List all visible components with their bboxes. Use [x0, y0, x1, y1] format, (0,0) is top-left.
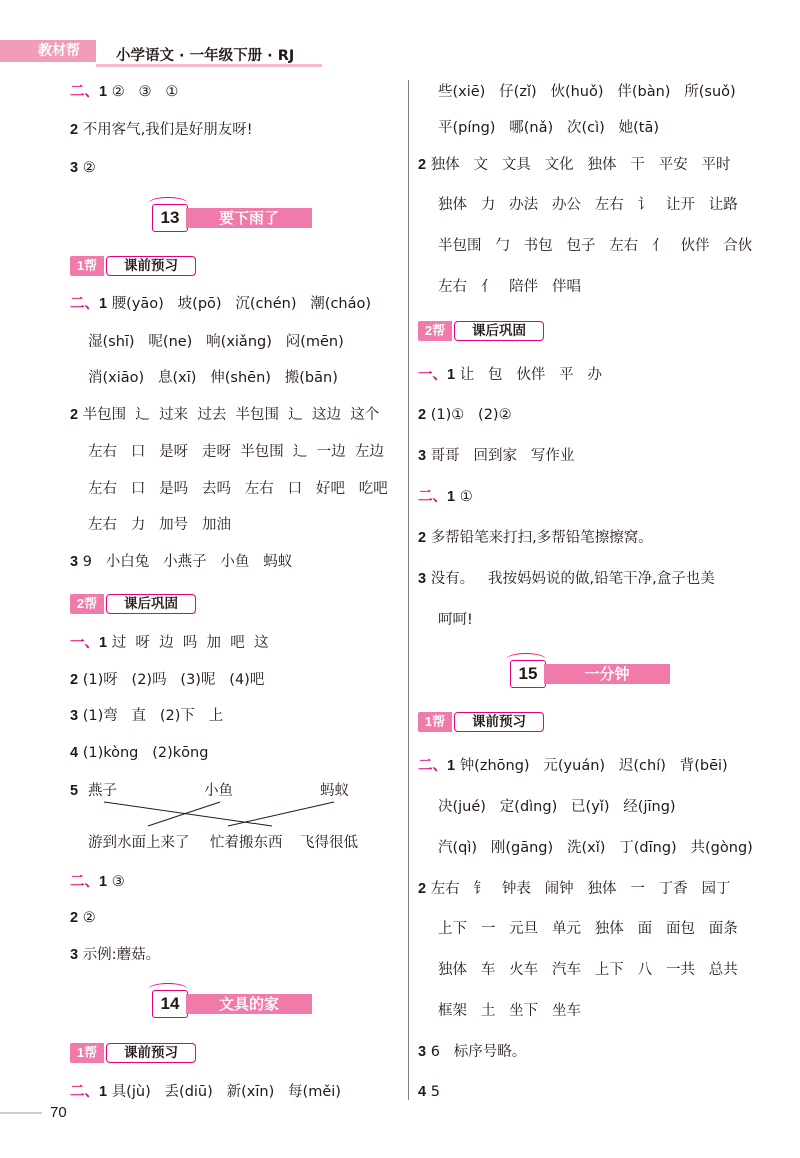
answer-line: 二、1 钟(zhōng) 元(yuán) 迟(chí) 背(bēi) [418, 758, 728, 774]
answer-line: 4 (1)kòng (2)kōng [70, 745, 209, 761]
answer-line: 3 9 小白兔 小燕子 小鱼 蚂蚁 [70, 554, 293, 570]
answer-line: 2 不用客气,我们是好朋友呀! [70, 122, 253, 138]
answer-line: 独体 车 火车 汽车 上下 八 一共 总共 [438, 962, 738, 978]
answer-line: 左右 口 是呀 走呀 半包围 ⻌ 一边 左边 [88, 444, 384, 460]
answer-line: 湿(shī) 呢(ne) 响(xiǎng) 闷(mēn) [88, 334, 344, 350]
answer-line: 5 [70, 783, 79, 799]
lesson-number: 13 [152, 204, 188, 232]
answer-line: 汽(qì) 刚(gāng) 洗(xǐ) 丁(dīng) 共(gòng) [438, 840, 753, 856]
answer-line: 2 (1)① (2)② [418, 407, 512, 423]
answer-line: 3 (1)弯 直 (2)下 上 [70, 708, 224, 724]
answer-line: 二、1 ② ③ ① [70, 84, 179, 100]
answer-line: 二、1 ① [418, 489, 473, 505]
answer-line: 框架 土 坐下 坐车 [438, 1003, 581, 1019]
answer-line: 2 独体 文 文具 文化 独体 干 平安 平时 [418, 157, 731, 173]
answer-line: 3 没有。 我按妈妈说的做,铅笔干净,盒子也美 [418, 571, 715, 587]
answer-line: 二、1 ③ [70, 874, 125, 890]
answer-line: 消(xiāo) 息(xī) 伸(shēn) 搬(bān) [88, 370, 338, 386]
answer-line: 2 (1)呀 (2)吗 (3)呢 (4)吧 [70, 672, 265, 688]
answer-line: 半包围 勹 书包 包子 左右 亻 伙伴 合伙 [438, 238, 753, 254]
answer-line: 一、1 过 呀 边 吗 加 吧 这 [70, 635, 269, 651]
answer-line: 二、1 腰(yāo) 坡(pō) 沉(chén) 潮(cháo) [70, 296, 372, 312]
match-bottom-2: 忙着搬东西 [210, 835, 283, 851]
answer-line: 4 5 [418, 1084, 440, 1100]
footer-rule [0, 1112, 42, 1114]
answer-line: 左右 力 加号 加油 [88, 517, 231, 533]
lesson-title: 一分钟 [544, 664, 670, 684]
answer-line: 一、1 让 包 伙伴 平 办 [418, 367, 602, 383]
answer-line: 3 6 标序号略。 [418, 1044, 527, 1060]
answer-line: 独体 力 办法 办公 左右 讠 让开 让路 [438, 197, 738, 213]
match-top-2: 小鱼 [204, 783, 233, 799]
lesson-title: 文具的家 [186, 994, 312, 1014]
lesson-number: 15 [510, 660, 546, 688]
answer-line: 3 ② [70, 160, 96, 176]
answer-line: 二、1 具(jù) 丢(diū) 新(xīn) 每(měi) [70, 1084, 341, 1100]
answer-line: 平(píng) 哪(nǎ) 次(cì) 她(tā) [438, 120, 660, 136]
answer-line: 2 多帮铅笔来打扫,多帮铅笔擦擦窝。 [418, 530, 653, 546]
match-top-3: 蚂蚁 [320, 783, 349, 799]
lesson-title: 要下雨了 [186, 208, 312, 228]
match-bottom-1: 游到水面上来了 [88, 835, 190, 851]
brand-logo: 教材帮 [0, 40, 96, 62]
lesson-number: 14 [152, 990, 188, 1018]
header-title: 小学语文 · 一年级下册 · RJ [116, 48, 295, 64]
answer-line: 上下 一 元旦 单元 独体 面 面包 面条 [438, 921, 738, 937]
match-top-1: 燕子 [88, 783, 117, 799]
answer-line: 左右 口 是吗 去吗 左右 口 好吧 吃吧 [88, 481, 388, 497]
answer-line: 3 示例:蘑菇。 [70, 947, 161, 963]
answer-line: 呵呵! [438, 612, 473, 628]
answer-line: 2 半包围 ⻌ 过来 过去 半包围 ⻌ 这边 这个 [70, 407, 380, 423]
page-number: 70 [50, 1104, 67, 1121]
answer-line: 些(xiē) 仔(zǐ) 伙(huǒ) 伴(bàn) 所(suǒ) [438, 84, 736, 100]
answer-line: 2 ② [70, 910, 96, 926]
answer-line: 2 左右 钅 钟表 闹钟 独体 一 丁香 园丁 [418, 881, 731, 897]
answer-line: 3 哥哥 回到家 写作业 [418, 448, 575, 464]
answer-line: 决(jué) 定(dìng) 已(yǐ) 经(jīng) [438, 799, 676, 815]
match-bottom-3: 飞得很低 [300, 835, 358, 851]
answer-line: 左右 亻 陪伴 伴唱 [438, 279, 581, 295]
